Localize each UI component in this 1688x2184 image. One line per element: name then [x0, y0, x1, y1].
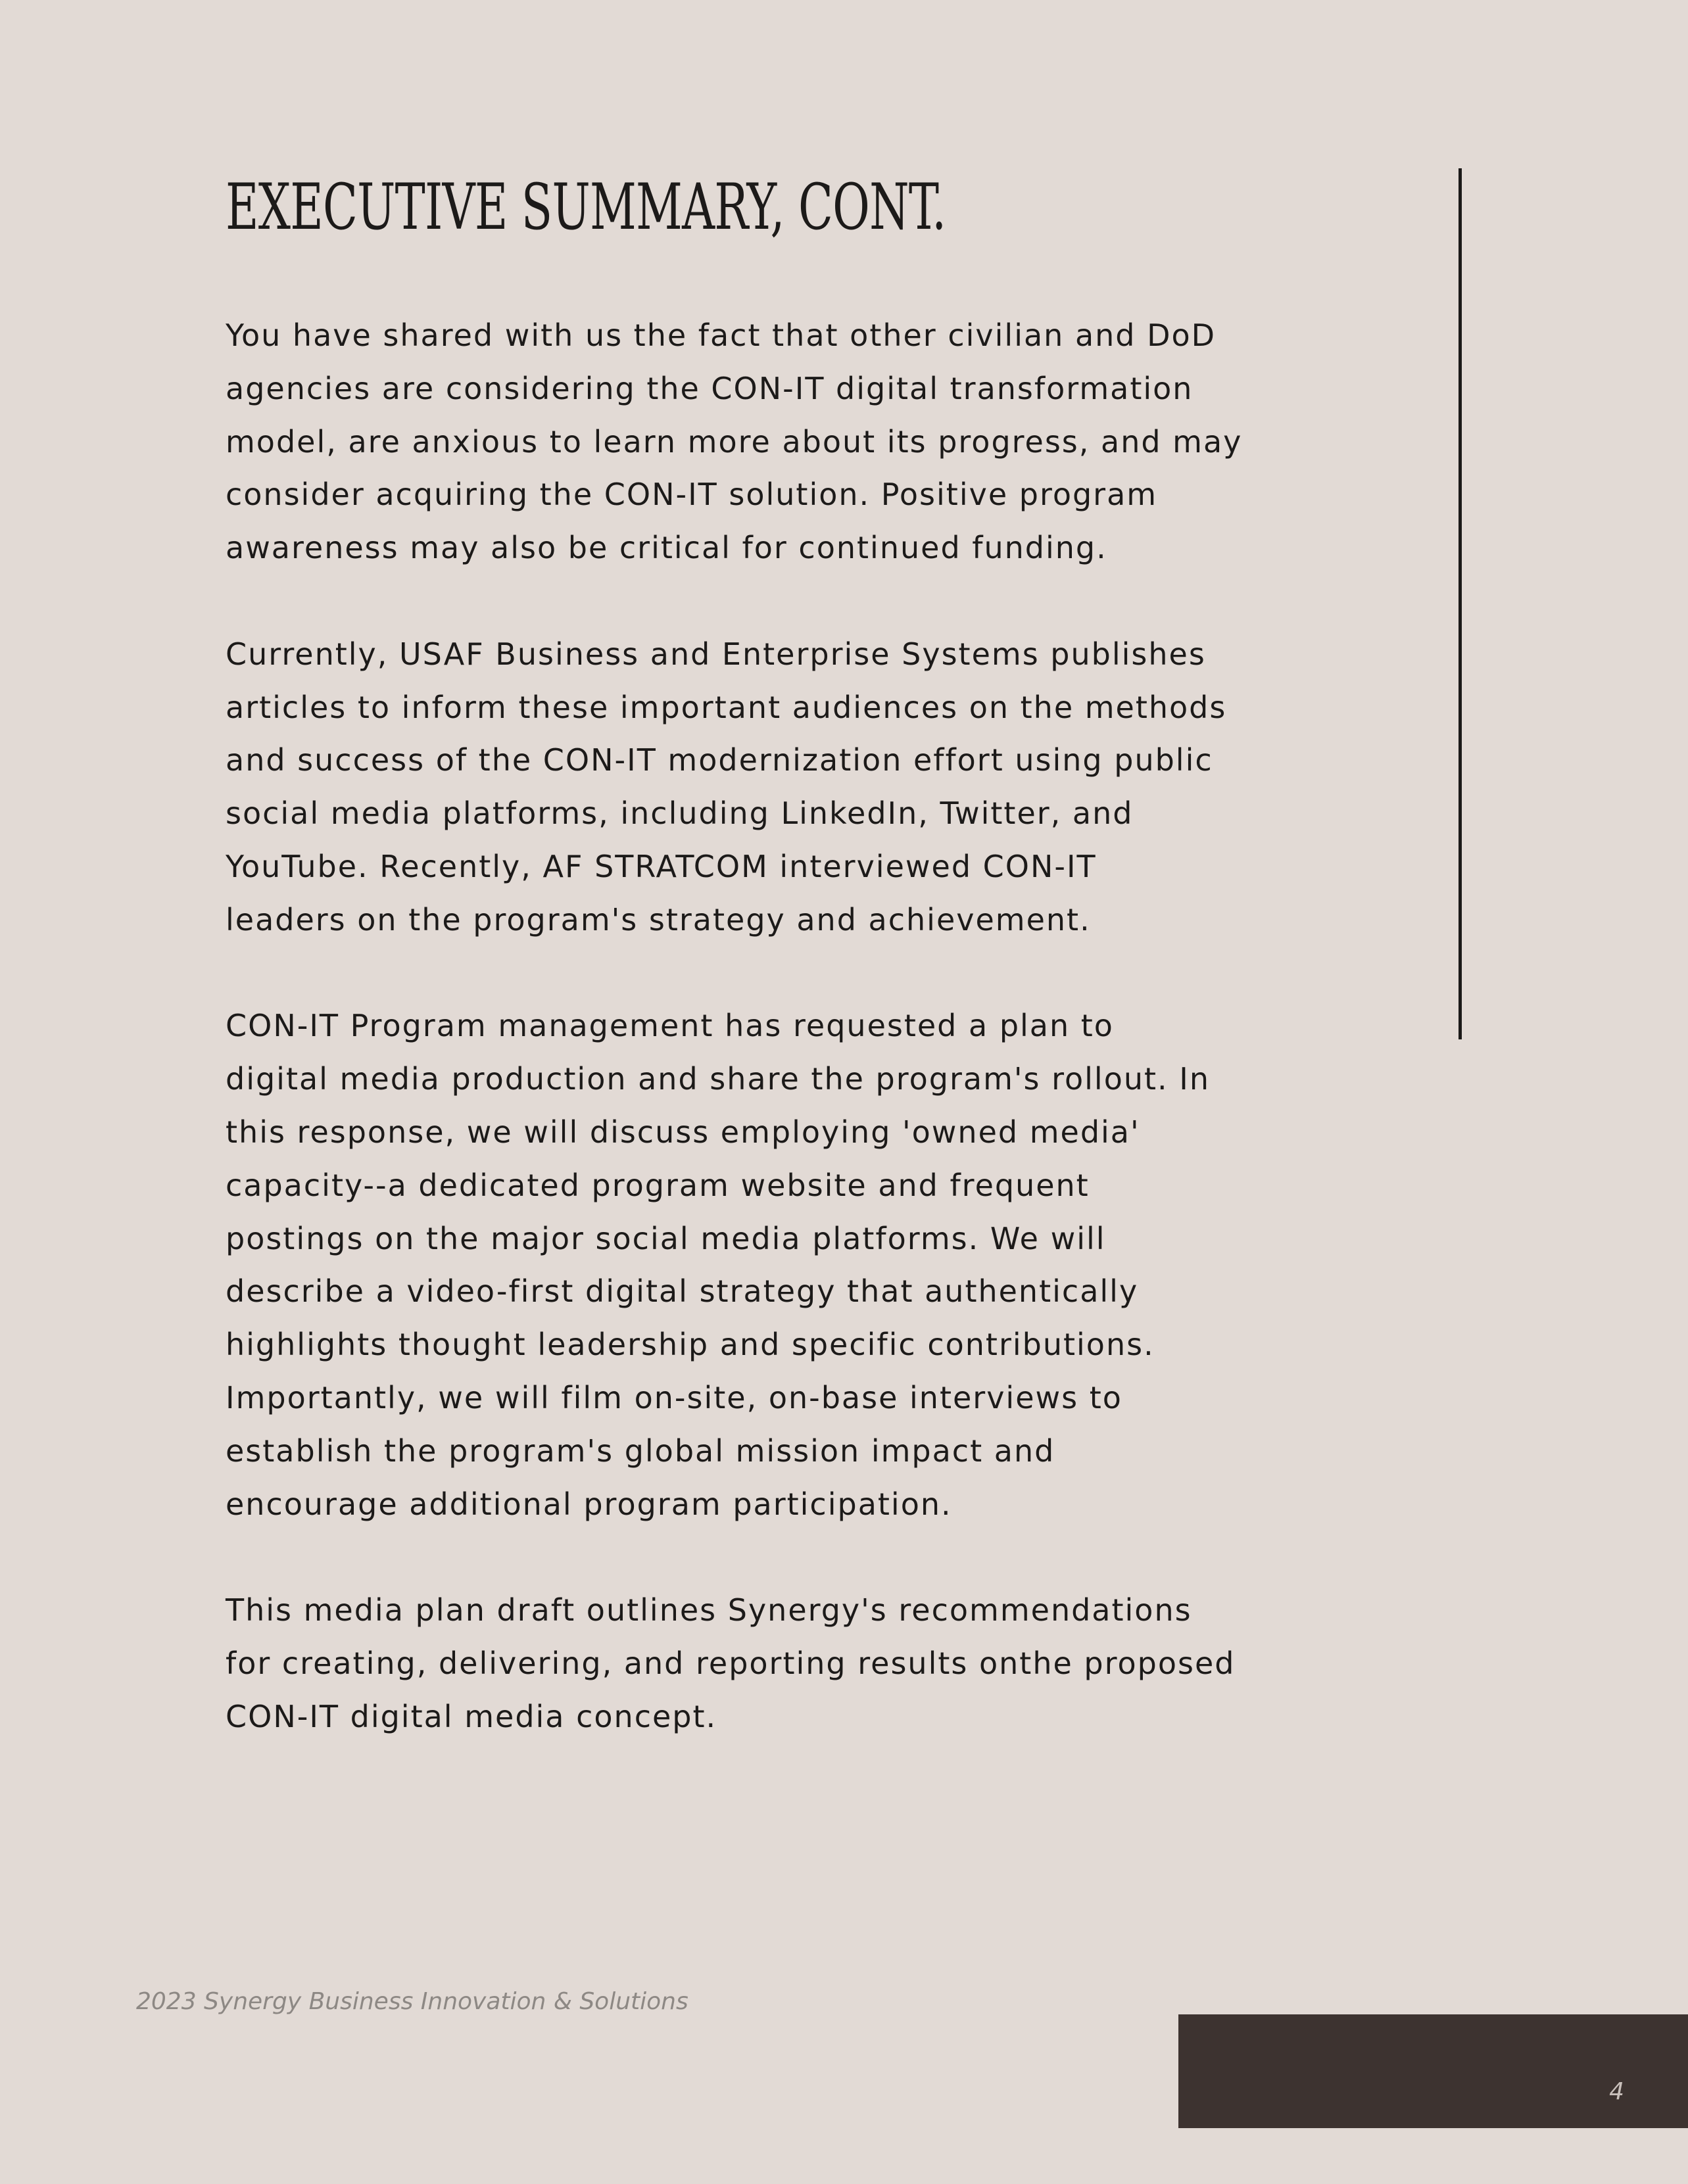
paragraph-4: This media plan draft outlines Synergy's recommendations for creating, delivering, and reporting results onthe proposed CON-IT digital media concept. [226, 1592, 1236, 1734]
paragraph-1: You have shared with us the fact that other civilian and DoD agencies are considering the CON-IT digital transformation model, are anxious to learn more about its progress, and may consider acquiring the CON-IT solution. Positive program awareness may also be critical for continued funding. [226, 318, 1243, 566]
paragraph-2: Currently, USAF Business and Enterprise Systems publishes articles to inform these important audiences on the methods and success of the CON-IT modernization effort using public social media platforms, including LinkedIn, Twitter, and YouTube. Recently, AF STRATCOM interviewed CON-IT leaders on the program's strategy and achievement. [226, 636, 1227, 938]
vertical-divider [1459, 168, 1462, 1039]
footer-company: 2023 Synergy Business Innovation & Solutions [136, 1988, 688, 2015]
footer-bar [1178, 2014, 1688, 2128]
body-text [226, 309, 1251, 1796]
page-number: 4 [1609, 2078, 1624, 2105]
page-title: EXECUTIVE SUMMARY, CONT. [226, 170, 946, 244]
paragraph-3: CON-IT Program management has requested a plan to digital media production and share the program's rollout. In this response, we will discuss employing 'owned media' capacity--a dedicated program website and frequent postings on the major social media platforms. We will describe a video-first digital strategy that authentically highlights thought leadership and specific contributions. Importantly, we will film on-site, on-base interviews to establish the program's global mission impact and encourage additional program participation. [226, 1008, 1211, 1522]
